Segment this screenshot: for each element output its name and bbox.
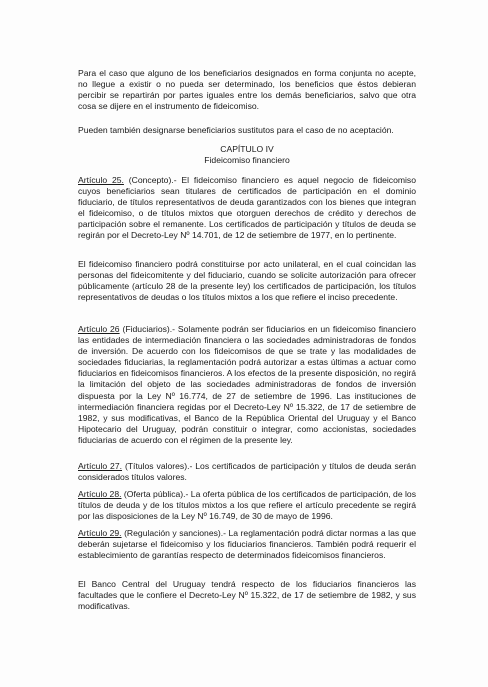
article-26-label: Artículo 26 [78,324,120,334]
article-25-label: Artículo 25. [78,175,124,185]
article-29-text: (Regulación y sanciones).- La reglamentación podrá dictar normas a las que deberán sujetarse el fideicomiso y los fiduciarios financieros. También podrá requerir el establecimiento de garantías respecto de determinados fideicomisos financieros. [78,528,416,561]
paragraph-beneficiarios-sustitutos: Pueden también designarse beneficiarios sustitutos para el caso de no aceptación. [78,125,394,135]
article-29 [78,528,416,561]
article-25-text: (Concepto).- El fideicomiso financiero es aquel negocio de fideicomiso cuyos beneficiarios sean titulares de certificados de participación en el dominio fiduciario, de títulos representativos de deuda garantizados con los bienes que integran el fideicomiso, o de títulos mixtos que otorguen derechos de crédito y derechos de participación sobre el remanente. Los certificados de participación y títulos de deuda se regirán por el Decreto-Ley Nº 14.701, de 12 de setiembre de 1977, en lo pertinente. [78,175,417,241]
article-25 [78,175,416,242]
article-26-text: (Fiduciarios).- Solamente podrán ser fiduciarios en un fideicomiso financiero las entidades de intermediación financiera o las sociedades administradoras de fondos de inversión. De acuerdo con los fideicomisos de que se trate y las modalidades de sociedades fiduciarias, la reglamentación podrá autorizar a estas últimas a actuar como fiduciarios en fideicomisos financieros. A los efectos de la presente disposición, no regirá la limitación del objeto de las sociedades administradoras de fondos de inversión dispuesta por la Ley Nº 16.774, de 27 de setiembre de 1996. Las instituciones de intermediación financiera regidas por el Decreto-Ley Nº 15.322, de 17 de setiembre de 1982, y sus modificativas, el Banco de la República Oriental del Uruguay y el Banco Hipotecario del Uruguay, podrán constituir o integrar, como accionistas, sociedades fiduciarias de acuerdo con el régimen de la presente ley. [78,324,416,445]
paragraph-banco-central: El Banco Central del Uruguay tendrá respecto de los fiduciarios financieros las facultades que le confiere el Decreto-Ley Nº 15.322, de 17 de setiembre de 1982, y sus modificativas. [78,579,416,612]
article-28-text: (Oferta pública).- La oferta pública de los certificados de participación, de los títulos de deuda y de los títulos mixtos a los que refiere el artículo precedente se regirá por las disposiciones de la Ley Nº 16.749, de 30 de mayo de 1996. [78,489,416,522]
paragraph-acto-unilateral: El fideicomiso financiero podrá constituirse por acto unilateral, en el cual coincidan las personas del fideicomitente y del fiduciario, cuando se solicite autorización para ofrecer públicamente (artículo 28 de la presente ley) los certificados de participación, los títulos representativos de deudas o los títulos mixtos a los que refiere el inciso precedente. [78,259,416,303]
article-28-label: Artículo 28. [78,489,122,499]
chapter-heading: CAPÍTULO IV [220,144,274,154]
article-29-label: Artículo 29. [78,528,122,538]
article-27-text: (Títulos valores).- Los certificados de participación y títulos de deuda serán considerados títulos valores. [78,461,416,483]
article-26 [78,324,416,446]
chapter-title: Fideicomiso financiero [204,155,290,165]
article-28 [78,489,416,522]
article-27-label: Artículo 27. [78,461,123,471]
article-27 [78,461,416,483]
paragraph-beneficiarios-conjuntos: Para el caso que alguno de los beneficiarios designados en forma conjunta no acepte, no llegue a existir o no pueda ser determinado, los beneficios que éstos debieran percibir se repartirán por partes iguales entre los demás beneficiarios, salvo que otra cosa se dijere en el instrumento de fideicomiso. [78,68,416,112]
